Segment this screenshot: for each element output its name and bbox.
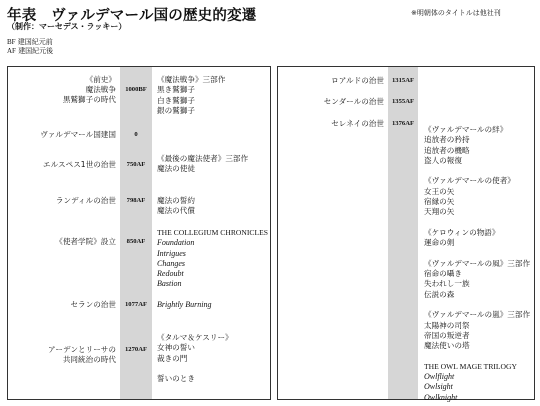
work-title: 裁きの門 xyxy=(157,353,188,363)
left-year-marker: 850AF xyxy=(126,238,146,245)
work-title: 運命の剣 xyxy=(424,238,455,248)
work-title xyxy=(424,166,530,176)
work-title: 魔法の代償 xyxy=(157,206,195,216)
work-title: 《タルマ＆ケスリー》 xyxy=(157,333,233,342)
label-line: エルスペス1世の治世 xyxy=(43,160,116,169)
work-title: 魔法の使徒 xyxy=(157,164,195,174)
work-title: 誓いのとき xyxy=(157,374,195,384)
right-year-marker: 1315AF xyxy=(392,77,414,84)
work-title: 帝国の叛逆者 xyxy=(424,330,470,340)
work-title: 追放者の機略 xyxy=(424,145,470,155)
work-title: 女神の誓い xyxy=(157,343,195,353)
left-year-marker: 1000BF xyxy=(125,86,147,93)
left-works-list xyxy=(157,196,195,217)
label-line: 黒鷲獅子の時代 xyxy=(62,95,116,104)
label-line: ヴァルデマール国建国 xyxy=(40,130,116,139)
work-title: 魔法使いの塔 xyxy=(424,341,470,351)
work-title: 《ケロウィンの物語》 xyxy=(424,227,500,237)
work-title: Owlsight xyxy=(424,382,453,392)
work-title xyxy=(157,364,233,374)
work-title: Bastion xyxy=(157,279,182,289)
work-title: 《最後の魔法使者》三部作 xyxy=(157,154,249,163)
work-title: 盗人の報復 xyxy=(424,155,462,165)
font-note: ※明朝体のタイトルは他社刊 xyxy=(411,9,501,17)
work-title xyxy=(424,300,530,310)
left-reign-label xyxy=(48,345,116,365)
legend-text: 建国紀元前 xyxy=(17,38,53,46)
label-line: センダールの治世 xyxy=(323,97,384,106)
left-year-marker: 798AF xyxy=(126,197,146,204)
work-title: Foundation xyxy=(157,238,195,248)
work-title: 黒き鷲獅子 xyxy=(157,85,195,95)
left-year-marker: 750AF xyxy=(126,161,146,168)
left-works-list xyxy=(157,300,211,310)
work-title: 太陽神の司祭 xyxy=(424,320,470,330)
right-reign-label xyxy=(331,119,384,129)
right-works-list xyxy=(424,125,530,403)
label-line: セレネイの治世 xyxy=(331,119,384,128)
work-title: Changes xyxy=(157,258,185,268)
legend-item-af xyxy=(7,46,53,56)
left-works-list xyxy=(157,154,248,175)
work-title: 宿縁の矢 xyxy=(424,197,455,207)
work-title: 追放者の矜持 xyxy=(424,135,470,145)
legend-text: 建国紀元後 xyxy=(18,47,54,55)
label-line: 《使者学院》設立 xyxy=(55,237,116,246)
left-year-marker: 1077AF xyxy=(125,301,147,308)
label-line: 魔法戦争 xyxy=(85,85,116,94)
left-reign-label xyxy=(70,300,116,310)
work-title: Owlknight xyxy=(424,392,458,402)
right-reign-label xyxy=(324,97,384,107)
label-line: ランディルの治世 xyxy=(55,196,116,205)
right-year-marker: 1376AF xyxy=(392,120,414,127)
label-line: アーデンとリーサの xyxy=(48,345,116,354)
left-reign-label xyxy=(56,196,116,206)
work-title: 失われし一族 xyxy=(424,279,470,289)
work-title: 魔法の誓約 xyxy=(157,196,195,205)
work-title: 女王の矢 xyxy=(424,186,455,196)
work-title: THE OWL MAGE TRILOGY xyxy=(424,361,518,371)
work-title: 《ヴァルデマールの風》三部作 xyxy=(424,258,531,268)
left-works-list xyxy=(157,228,268,290)
left-year-marker: 0 xyxy=(134,131,138,138)
work-title: Owlflight xyxy=(424,372,455,382)
work-title: 白き鷲獅子 xyxy=(157,95,195,105)
left-works-list xyxy=(157,75,225,116)
year-column-right xyxy=(388,67,418,399)
work-title xyxy=(424,352,530,362)
left-works-list xyxy=(157,333,233,384)
left-reign-label xyxy=(40,130,116,140)
legend-abbr: AF xyxy=(7,47,16,55)
work-title: THE COLLEGIUM CHRONICLES xyxy=(157,228,268,237)
label-line: セランの治世 xyxy=(70,300,116,309)
work-title: 《ヴァルデマールの使者》 xyxy=(424,176,515,186)
left-reign-label xyxy=(55,237,116,247)
work-title: 宿命の囁き xyxy=(424,269,462,279)
legend-abbr: BF xyxy=(7,38,16,46)
label-line: 《前史》 xyxy=(85,75,116,84)
work-title xyxy=(424,218,530,228)
label-line: 共同統治の時代 xyxy=(62,355,116,364)
work-title: Redoubt xyxy=(157,269,184,279)
work-title: 《魔法戦争》三部作 xyxy=(157,75,226,84)
right-year-marker: 1355AF xyxy=(392,98,414,105)
work-title: Intrigues xyxy=(157,248,186,258)
work-title: 《ヴァルデマールの絆》 xyxy=(424,125,508,134)
work-title: 《ヴァルデマールの嵐》三部作 xyxy=(424,310,531,320)
label-line: ロアルドの治世 xyxy=(331,76,384,85)
work-title: 伝説の森 xyxy=(424,289,455,299)
work-title: Brightly Burning xyxy=(157,300,212,309)
right-reign-label xyxy=(331,76,384,86)
work-title: 天翔の矢 xyxy=(424,207,455,217)
left-reign-label xyxy=(63,75,116,105)
left-year-marker: 1270AF xyxy=(125,346,147,353)
work-title xyxy=(424,249,530,259)
page-subtitle: （制作：マーセデス・ラッキー） xyxy=(7,22,127,31)
left-reign-label xyxy=(43,160,116,170)
page-title: 年表 ヴァルデマール国の歴史的変遷 xyxy=(7,8,257,24)
work-title: 銀の鷲獅子 xyxy=(157,105,195,115)
